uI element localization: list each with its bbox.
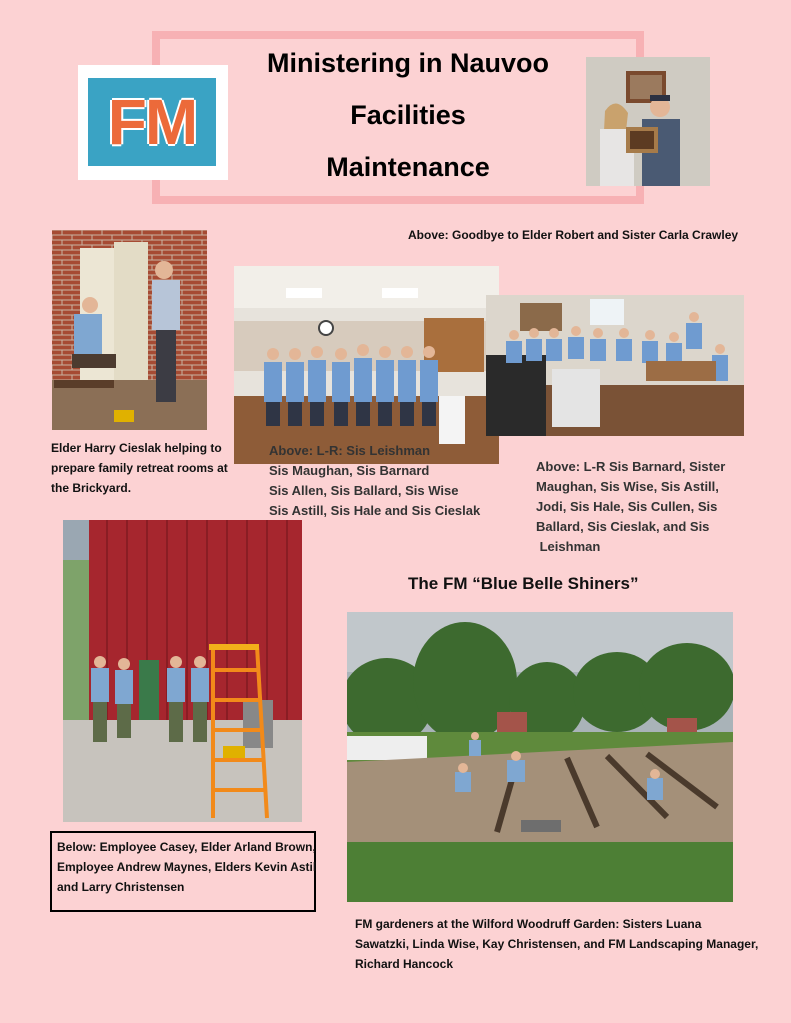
- caption-group2-line: Above: L-R Sis Barnard, Sister: [536, 459, 726, 474]
- page-title-line3: Maintenance: [326, 152, 490, 182]
- caption-group1: [269, 441, 480, 521]
- caption-harry-line: prepare family retreat rooms at: [51, 461, 228, 475]
- caption-group1-line: Sis Maughan, Sis Barnard: [269, 463, 430, 478]
- caption-below-line: Employee Andrew Maynes, Elders Kevin Astil: [57, 860, 317, 874]
- garden-photo: [347, 612, 733, 902]
- caption-garden: [355, 914, 758, 974]
- page-title-line1: Ministering in Nauvoo: [266, 48, 549, 78]
- caption-goodbye: Above: Goodbye to Elder Robert and Sister Carla Crawley: [408, 228, 739, 242]
- caption-group2-line: Jodi, Sis Hale, Sis Cullen, Sis: [536, 499, 718, 514]
- caption-garden-line: Sawatzki, Linda Wise, Kay Christensen, and FM Landscaping Manager,: [355, 937, 759, 951]
- caption-group2: [536, 457, 725, 557]
- sisters-group-photo: [234, 266, 499, 464]
- caption-harry-line: Elder Harry Cieslak helping to: [51, 441, 222, 455]
- caption-group2-line: Maughan, Sis Wise, Sis Astill,: [536, 479, 719, 494]
- caption-below: [57, 837, 316, 897]
- caption-group2-line: Leishman: [536, 539, 601, 554]
- sisters-office-photo: [486, 295, 744, 436]
- caption-group1-line: Sis Allen, Sis Ballard, Sis Wise: [269, 483, 459, 498]
- caption-group1-line: Sis Astill, Sis Hale and Sis Cieslak: [269, 503, 481, 518]
- caption-group2-line: Ballard, Sis Cieslak, and Sis: [536, 519, 710, 534]
- fm-logo: FM: [88, 78, 216, 166]
- page-title-line2: Facilities: [350, 100, 466, 130]
- section-heading-shiners: The FM “Blue Belle Shiners”: [408, 574, 639, 593]
- brickyard-photo: [52, 230, 207, 430]
- caption-garden-line: Richard Hancock: [355, 957, 454, 971]
- crawley-photo: [586, 57, 710, 186]
- caption-below-line: and Larry Christensen: [57, 880, 185, 894]
- barn-crew-photo: [63, 520, 302, 822]
- caption-garden-line: FM gardeners at the Wilford Woodruff Garden: Sisters Luana: [355, 917, 702, 931]
- caption-below-line: Below: Employee Casey, Elder Arland Brown,: [57, 840, 316, 854]
- caption-harry-line: the Brickyard.: [51, 481, 132, 495]
- caption-harry: [51, 438, 228, 498]
- caption-group1-line: Above: L-R: Sis Leishman: [269, 443, 431, 458]
